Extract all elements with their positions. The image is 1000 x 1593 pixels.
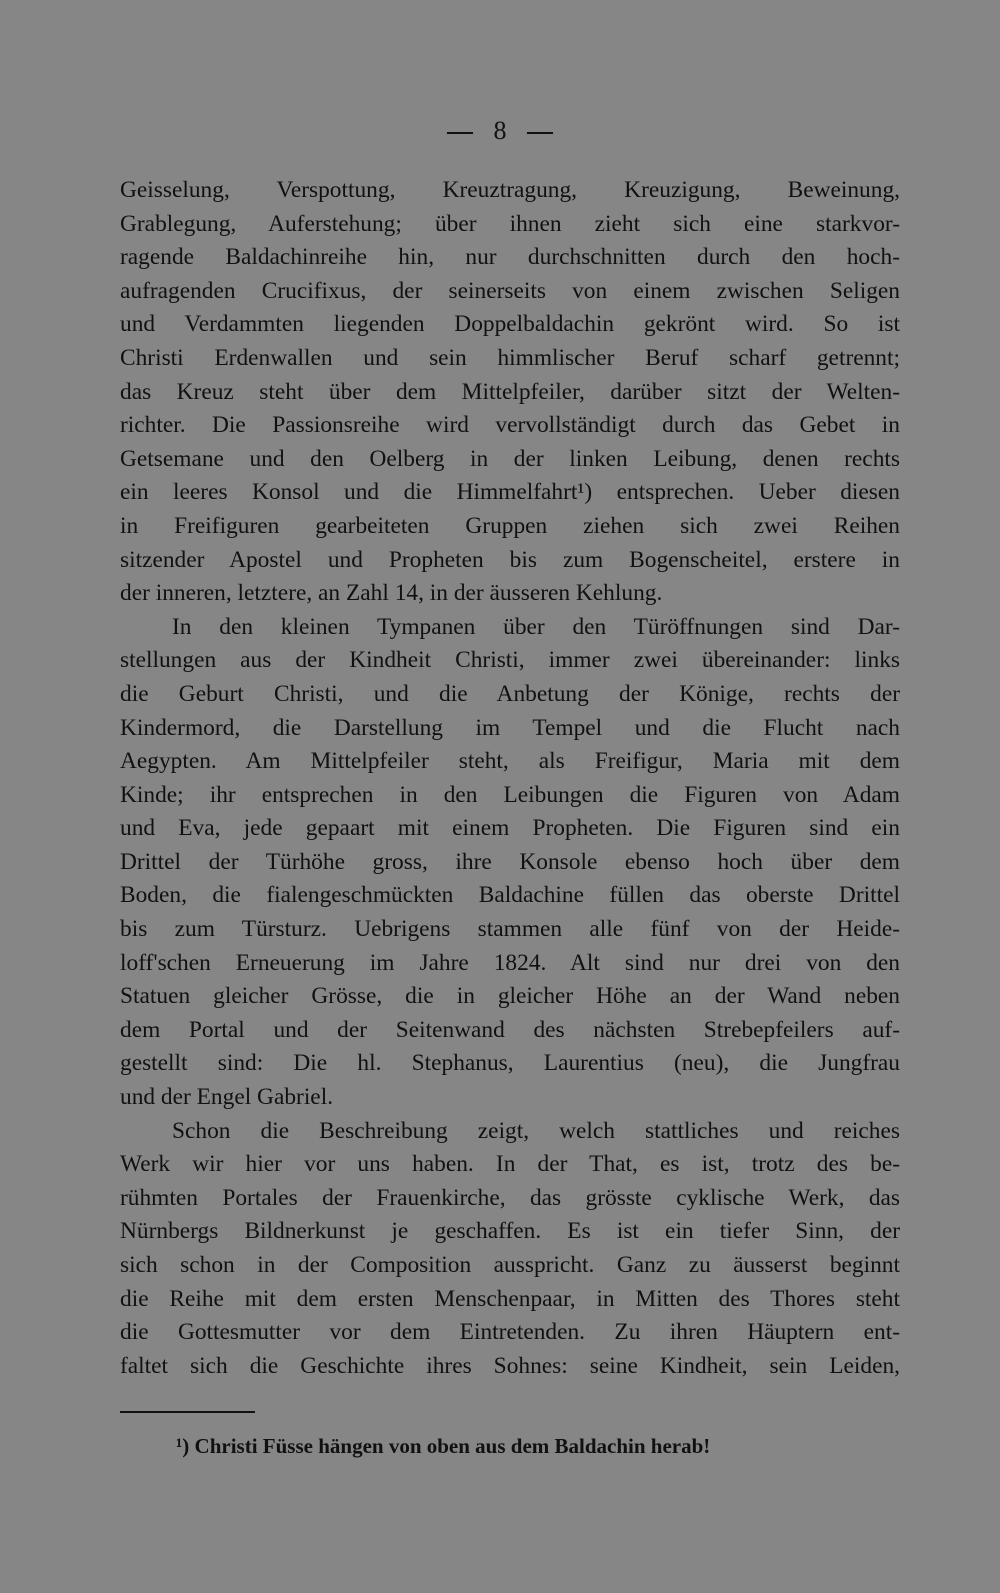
text-line: dem Portal und der Seitenwand des nächsten Strebepfeilers auf-: [120, 1016, 900, 1043]
text-line: loff'schen Erneuerung im Jahre 1824. Alt sind nur drei von den: [120, 949, 900, 976]
footnote-rule: [120, 1411, 255, 1413]
text-line: die Geburt Christi, und die Anbetung der Könige, rechts der: [120, 680, 900, 707]
text-line: aufragenden Crucifixus, der seinerseits von einem zwischen Seligen: [120, 277, 900, 304]
text-line: faltet sich die Geschichte ihres Sohnes: seine Kindheit, sein Leiden,: [120, 1352, 900, 1379]
text-line: in Freifiguren gearbeiteten Gruppen ziehen sich zwei Reihen: [120, 512, 900, 539]
text-line: Statuen gleicher Grösse, die in gleicher Höhe an der Wand neben: [120, 983, 900, 1010]
text-line: Drittel der Türhöhe gross, ihre Konsole ebenso hoch über dem: [120, 848, 900, 875]
text-line: Kinde; ihr entsprechen in den Leibungen die Figuren von Adam: [120, 781, 900, 808]
text-line: Christi Erdenwallen und sein himmlischer Beruf scharf getrennt;: [120, 344, 900, 371]
text-line: bis zum Türsturz. Uebrigens stammen alle fünf von der Heide-: [120, 916, 900, 943]
body-text: [120, 174, 900, 1383]
text-line: In den kleinen Tympanen über den Türöffnungen sind Dar-: [172, 613, 900, 640]
page-number: 8: [493, 116, 507, 145]
text-line: die Reihe mit dem ersten Menschenpaar, in Mitten des Thores steht: [120, 1285, 900, 1312]
text-line: Nürnbergs Bildnerkunst je geschaffen. Es ist ein tiefer Sinn, der: [120, 1218, 900, 1245]
text-line: ragende Baldachinreihe hin, nur durchschnitten durch den hoch-: [120, 244, 900, 271]
text-line: Kindermord, die Darstellung im Tempel und die Flucht nach: [120, 714, 900, 741]
text-line: sitzender Apostel und Propheten bis zum Bogenscheitel, erstere in: [120, 546, 900, 573]
text-line: Schon die Beschreibung zeigt, welch stattliches und reiches: [172, 1117, 900, 1144]
header-dash-left: [447, 132, 473, 134]
text-line: der inneren, letztere, an Zahl 14, in der äusseren Kehlung.: [120, 580, 663, 607]
text-line: stellungen aus der Kindheit Christi, immer zwei übereinander: links: [120, 647, 900, 674]
text-line: die Gottesmutter vor dem Eintretenden. Zu ihren Häuptern ent-: [120, 1319, 900, 1346]
text-line: Boden, die fialengeschmückten Baldachine füllen das oberste Drittel: [120, 882, 900, 909]
text-line: richter. Die Passionsreihe wird vervollständigt durch das Gebet in: [120, 412, 900, 439]
text-line: Aegypten. Am Mittelpfeiler steht, als Freifigur, Maria mit dem: [120, 748, 900, 775]
page-header: [0, 116, 1000, 146]
text-line: rühmten Portales der Frauenkirche, das grösste cyklische Werk, das: [120, 1184, 900, 1211]
text-line: Getsemane und den Oelberg in der linken Leibung, denen rechts: [120, 445, 900, 472]
text-line: und Eva, jede gepaart mit einem Propheten. Die Figuren sind ein: [120, 815, 900, 842]
text-line: Geisselung, Verspottung, Kreuztragung, Kreuzigung, Beweinung,: [120, 177, 900, 203]
text-line: und Verdammten liegenden Doppelbaldachin gekrönt wird. So ist: [120, 311, 900, 338]
header-dash-right: [527, 132, 553, 134]
text-line: Grablegung, Auferstehung; über ihnen zieht sich eine starkvor-: [120, 210, 900, 237]
text-line: Werk wir hier vor uns haben. In der That, es ist, trotz des be-: [120, 1151, 900, 1178]
text-line: gestellt sind: Die hl. Stephanus, Laurentius (neu), die Jungfrau: [120, 1050, 900, 1077]
text-line: sich schon in der Composition ausspricht. Ganz zu äusserst beginnt: [120, 1252, 900, 1278]
text-line: ein leeres Konsol und die Himmelfahrt¹) entsprechen. Ueber diesen: [120, 479, 900, 506]
text-line: das Kreuz steht über dem Mittelpfeiler, darüber sitzt der Welten-: [120, 378, 900, 405]
text-line: und der Engel Gabriel.: [120, 1084, 334, 1111]
footnote: ¹) Christi Füsse hängen von oben aus dem Baldachin herab!: [176, 1434, 711, 1458]
